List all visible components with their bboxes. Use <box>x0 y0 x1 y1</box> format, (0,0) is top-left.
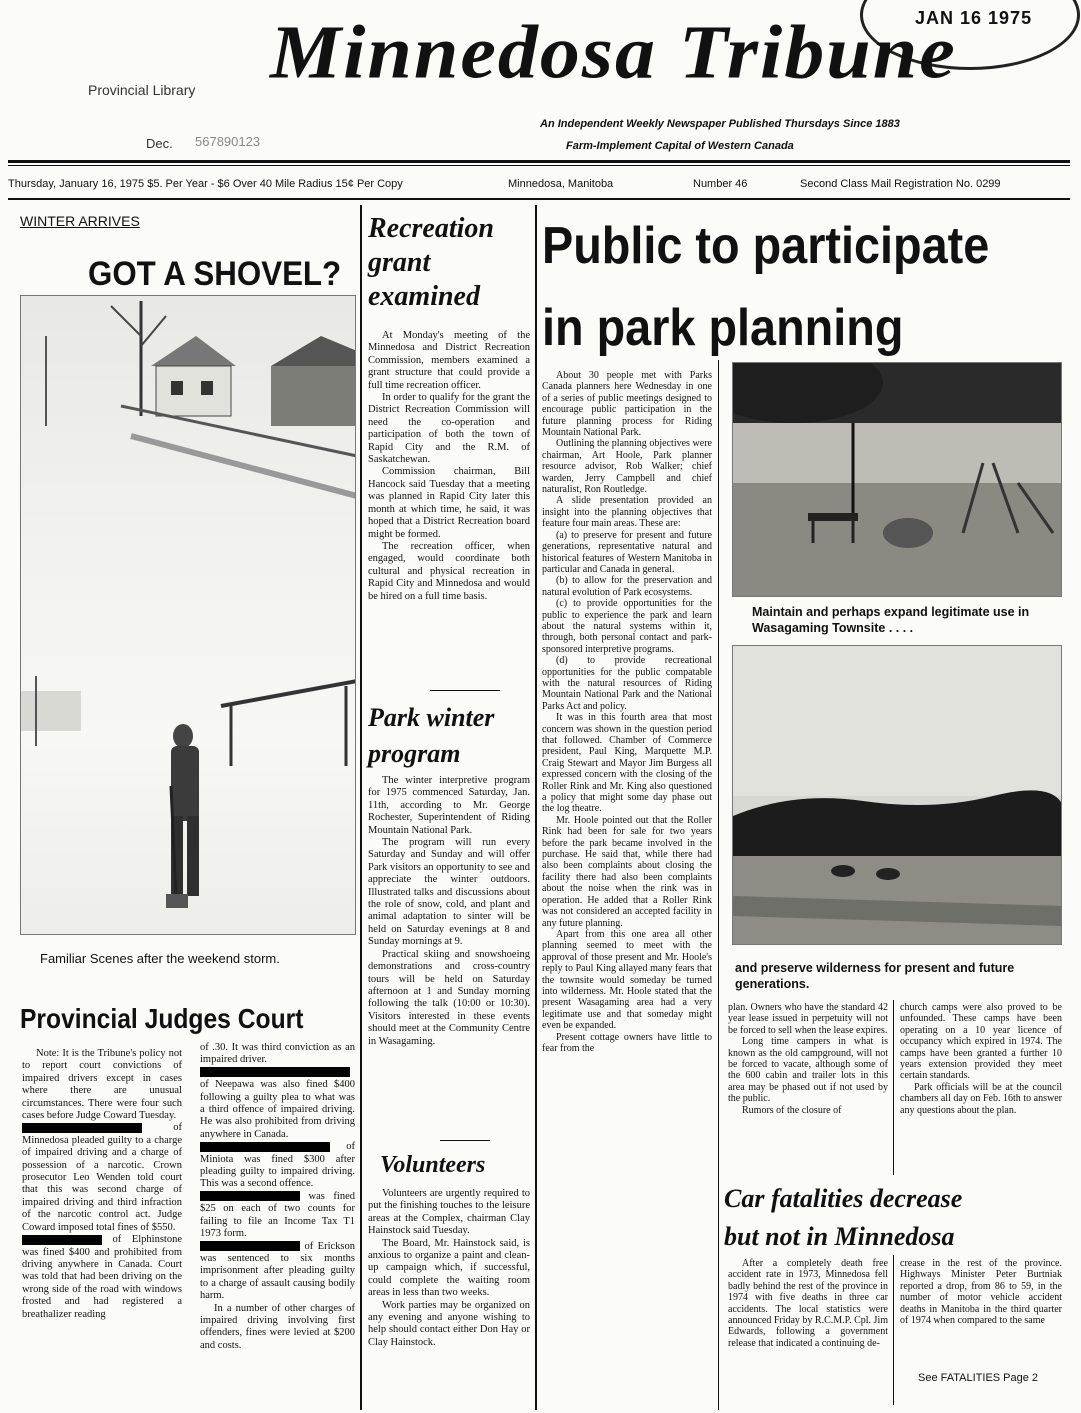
park-winter-headline: Park winter program <box>368 703 495 768</box>
provincial-library-label: Provincial Library <box>88 82 196 98</box>
judges-other-charges: In a number of other charges of impaired driving involving first offenders, fines were levied at $200 and costs. <box>200 1302 355 1351</box>
column-rule-1 <box>360 205 362 1410</box>
redaction-bar <box>200 1142 330 1152</box>
article-divider <box>430 690 500 691</box>
snow-photo <box>20 295 356 935</box>
article-divider <box>440 1140 490 1141</box>
car-fatalities-headline: Car fatalities decrease but not in Minnedosa <box>724 1184 963 1251</box>
issue-location: Minnedosa, Manitoba <box>508 178 614 190</box>
dec-number: 567890123 <box>195 134 261 149</box>
playground-photo <box>732 362 1062 597</box>
masthead-rule-top <box>8 160 1070 163</box>
masthead-rule-thin <box>8 165 1070 166</box>
judges-case-2-cont: of .30. It was third conviction as an impaired driver. <box>200 1042 355 1066</box>
newspaper-title: Minnedosa Tribune <box>270 11 957 95</box>
tagline-primary: An Independent Weekly Newspaper Published Thursdays Since 1883 <box>540 118 900 130</box>
park-planning-headline-line1: Public to participate <box>542 217 990 275</box>
redaction-bar <box>200 1067 350 1077</box>
column-rule-3 <box>718 360 719 1410</box>
redaction-bar <box>22 1123 142 1133</box>
judges-case-1: of Minnedosa pleaded guilty to a charge of impaired driving and a charge of possession of a narcotic. Crown prosecutor Leo Wenden told court that this was second charge of impaired driving and third infraction of the narcotic control act. Judge Coward imposed total fines of $550. <box>22 1122 182 1233</box>
issue-number: Number 46 <box>693 178 748 190</box>
judges-column-1 <box>22 1048 182 1321</box>
snow-scene-image <box>21 296 356 935</box>
judges-case-2: of Elphinstone was fined $400 and prohibited from driving anywhere in Canada. Court was told that had been driving on the wrong side of the road with windows frosted and had registered a breathalizer reading <box>22 1234 182 1320</box>
judges-court-headline: Provincial Judges Court <box>20 1003 304 1034</box>
shovel-headline: GOT A SHOVEL? <box>88 255 342 293</box>
volunteers-headline: Volunteers <box>380 1152 486 1178</box>
wilderness-photo <box>732 645 1062 945</box>
park-winter-body: The winter interpretive program for 1975 commenced Saturday, Jan. 11th, according to Mr. George Rochester, Superintendent of Riding Mountain National Park. The program will run every Saturday and Sunday and will offer Park visitors an opportunity to see and appreciate the winter outdoors. Illustrated talks and discussions about the role of snow, cold, and plant and animal adaptation to sinter will be held on Saturday evenings at 8 and Sunday mornings at 9. Practical skiing and snowshoeing demonstrations and cross-country tours will be held on Saturday afternoon at 1 and Sunday morning following the talk (10:00 or 10:30). Visitors interested in these events should meet at the Community Centre in Wasagaming. <box>368 775 530 1047</box>
redaction-bar <box>200 1241 300 1251</box>
judges-case-3: of Neepawa was also fined $400 following a guilty plea to what was a third offence of impaired driving. He was also prohibited from driving anywhere in Canada. <box>200 1067 355 1141</box>
judges-note: Note: It is the Tribune's policy not to report court convictions of impaired drivers except in cases where there are unusual circumstances. There were four such cases before Judge Coward Tuesday. <box>22 1048 182 1122</box>
mail-registration: Second Class Mail Registration No. 0299 <box>800 178 1001 190</box>
issue-date-price: Thursday, January 16, 1975 $5. Per Year - $6 Over 40 Mile Radius 15¢ Per Copy <box>8 178 403 190</box>
recreation-headline: Recreation grant examined <box>368 213 494 312</box>
see-fatalities-link[interactable]: See FATALITIES Page 2 <box>918 1372 1039 1384</box>
judges-column-2 <box>200 1042 355 1352</box>
judges-case-5: was fined $25 on each of two counts for failing to file an Income Tax T1 1973 form. <box>200 1190 355 1240</box>
recreation-body: At Monday's meeting of the Minnedosa and District Recreation Commission, members examined a grant structure that could provide a full time recreation officer. In order to qualify for the grant the District Recreation Commission will need the co-operation and participation of both the town of Rapid City and the R.M. of Saskatchewan. Commission chairman, Bill Hancock said Tuesday that a meeting was planned in Rapid City later this month at which time, he said, it was hoped that a District Recreation board might be formed. The recreation officer, when engaged, would coordinate both cultural and physical recreation in Rapid City and Minnedosa and would be hired on a full time basis. <box>368 330 530 602</box>
wilderness-image <box>733 646 1062 945</box>
park-planning-headline-line2: in park planning <box>542 299 904 357</box>
column-rule-5 <box>893 1255 894 1405</box>
masthead-rule-bottom <box>8 198 1070 200</box>
car-fatalities-column-2: crease in the rest of the province. Highways Minister Peter Burtniak reported a drop, from 86 to 59, in the number of motor vehicle accident deaths in Manitoba in the third quarter of 1974 when compared to the same <box>900 1258 1062 1327</box>
redaction-bar <box>200 1191 300 1201</box>
volunteers-body: Volunteers are urgently required to put the finishing touches to the leisure areas at the Complex, chairman Clay Hainstock said Tuesday. The Board, Mr. Hainstock said, is anxious to organize a paint and clean-up campaign which, if successful, could complete the waiting room areas in less than two weeks. Work parties may be organized on any evening and anyone wishing to help should contact either Don Hay or Clay Hainstock. <box>368 1188 530 1348</box>
wilderness-photo-caption: and preserve wilderness for present and future generations. <box>735 961 1015 991</box>
column-rule-2 <box>535 205 537 1410</box>
dec-label: Dec. <box>146 136 173 151</box>
judges-case-4: of Miniota was fined $300 after pleading guilty to impaired driving. This was a second offence. <box>200 1141 355 1190</box>
park-planning-column-2: plan. Owners who have the standard 42 year lease issued in perpetuity will not be forced to sell when the lease expires. Long time campers in what is known as the old campground, will not be forced to vacate, although some of the 600 cabin and trailer lots in this area may be phased out if not used by the public. Rumors of the closure of <box>728 1002 888 1116</box>
playground-photo-caption: Maintain and perhaps expand legitimate use in Wasagaming Townsite . . . . <box>752 605 1030 635</box>
snow-photo-caption: Familiar Scenes after the weekend storm. <box>40 951 280 966</box>
playground-image <box>733 363 1062 597</box>
section-kicker: WINTER ARRIVES <box>20 213 140 229</box>
date-stamp: JAN 16 1975 <box>915 8 1033 28</box>
park-planning-column-3: church camps were also proved to be unfounded. These camps have been operating on a 10 year licence of occupancy which expired in 1974. The camps have been granted a further 10 years extension provided they meet certain standards. Park officials will be at the council chambers all day on Feb. 16th to answer any questions about the plan. <box>900 1002 1062 1116</box>
tagline-secondary: Farm-Implement Capital of Western Canada <box>566 140 794 152</box>
judges-case-6: of Erickson was sentenced to six months imprisonment after pleading guilty to a charge of assault causing bodily harm. <box>200 1240 356 1302</box>
park-planning-column-1: About 30 people met with Parks Canada planners here Wednesday in one of a series of public meetings designed to encourage public participation in the future planning process for Riding Mountain National Park. Outlining the planning objectives were chairman, Art Hoole, Park planner resource advisor, Rob Walker; chief warden, Jerry Campbell and chief naturalist, Ron Routledge. A slide presentation provided an insight into the planning objectives that feature four main areas. These are: (a) to preserve for present and future generations, representative natural and historical features of Western Manitoba in particular and Canada in general. (b) to allow for the preservation and natural evolution of Park ecosystems. (c) to provide opportunities for the public to experience the park and learn about the natural systems within it, through, both personal contact and park-sponsored interpretive programs. (d) to provide recreational opportunities for the public compatable with the natural resources of Riding Mountain National Park and the National Parks Act and policy. It was in this fourth area that most concern was shown in the question period that followed. Chamber of Commerce president, Paul King, Marquette M.P. Craig Stewart and Mayor Jim Burgess all expressed concern with the closing of the Roller Rink and Mr. King also questioned a policy that might some day phase out the log theatre. Mr. Hoole pointed out that the Roller Rink had been for sale for two years before the park became involved in the purchase. He said that, while there had also been complaints about closing the facility there had also been complaints about the noise when the rink was in operation. He added that a Roller Rink was not considered an accepted facility in any future planning. Apart from this one area all other planning seemed to meet with the approval of those present and Mr. Hoole's reply to Paul King allayed many fears that the townsite would someday be turned into wilderness. Mr. Hoole stated that the present Wasagaming area had a very legitimate use and that someday might even be expanded. Present cottage owners have little to fear from the <box>542 370 712 1054</box>
column-rule-4 <box>893 1000 894 1175</box>
redaction-bar <box>22 1235 102 1245</box>
car-fatalities-column-1: After a completely death free accident rate in 1973, Minnedosa fell badly behind the rest of the province in 1974 with five deaths in three car accidents. The local statistics were announced Friday by R.C.M.P. Cpl. Jim Edwards, following a government release that indicated a continuing de- <box>728 1258 889 1349</box>
